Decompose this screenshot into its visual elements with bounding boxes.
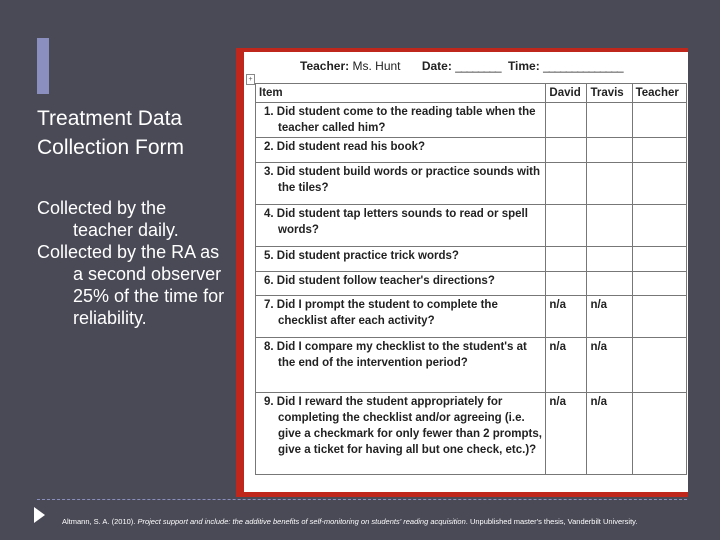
- table-header-row: [256, 84, 687, 103]
- table-row: [256, 296, 687, 338]
- citation-authors: Altmann, S. A. (2010).: [62, 517, 138, 526]
- citation: [62, 516, 702, 527]
- cell-david: [546, 205, 587, 247]
- cell-travis: [587, 205, 632, 247]
- time-blank: ______________: [543, 59, 623, 73]
- cell-travis: [587, 103, 632, 138]
- time-label: Time:: [507, 59, 540, 73]
- cell-david: [546, 103, 587, 138]
- cell-teacher: [632, 393, 686, 475]
- item-text: 7. Did I prompt the student to complete the checklist after each activity?: [256, 296, 546, 338]
- slide-title: Treatment Data Collection Form: [37, 107, 185, 159]
- cell-travis: n/a: [587, 296, 632, 338]
- cell-travis: [587, 272, 632, 296]
- teacher-label: Teacher:: [300, 59, 350, 73]
- item-text: 5. Did student practice trick words?: [256, 247, 546, 272]
- item-text: 2. Did student read his book?: [256, 138, 546, 163]
- column-header-item: Item: [256, 84, 546, 103]
- cell-david: [546, 247, 587, 272]
- item-text: 6. Did student follow teacher's directions?: [256, 272, 546, 296]
- cell-david: [546, 272, 587, 296]
- teacher-value: Ms. Hunt: [352, 59, 401, 73]
- table-row: [256, 103, 687, 138]
- column-header-travis: Travis: [587, 84, 632, 103]
- cell-travis: [587, 138, 632, 163]
- cell-teacher: [632, 296, 686, 338]
- cell-teacher: [632, 138, 686, 163]
- item-text: 8. Did I compare my checklist to the student's at the end of the intervention period?: [256, 338, 546, 393]
- item-text: 9. Did I reward the student appropriately for completing the checklist and/or agreeing (i.e. give a checkmark for only fewer than 2 prompts, give a ticket for having all but one check, etc.)?: [256, 393, 546, 475]
- table-row: [256, 393, 687, 475]
- item-text: 3. Did student build words or practice sounds with the tiles?: [256, 163, 546, 205]
- cell-travis: n/a: [587, 393, 632, 475]
- data-collection-form: [244, 52, 688, 492]
- table-row: [256, 163, 687, 205]
- cell-travis: [587, 247, 632, 272]
- column-header-teacher: Teacher: [632, 84, 686, 103]
- table-row: [256, 338, 687, 393]
- cell-david: n/a: [546, 296, 587, 338]
- cell-teacher: [632, 205, 686, 247]
- cell-teacher: [632, 103, 686, 138]
- bullet-list: [37, 197, 227, 329]
- footer-divider: [37, 499, 687, 500]
- table-row: [256, 247, 687, 272]
- column-header-david: David: [546, 84, 587, 103]
- cell-david: [546, 138, 587, 163]
- cell-david: n/a: [546, 393, 587, 475]
- table-move-handle-icon: +: [246, 74, 255, 85]
- citation-source: . Unpublished master's thesis, Vanderbilt University.: [465, 517, 638, 526]
- bullet-arrow-icon: [34, 507, 45, 523]
- item-text: 1. Did student come to the reading table when the teacher called him?: [256, 103, 546, 138]
- cell-teacher: [632, 272, 686, 296]
- table-row: [256, 205, 687, 247]
- table-row: [256, 272, 687, 296]
- table-row: [256, 138, 687, 163]
- date-blank: ________: [455, 59, 501, 73]
- cell-travis: [587, 163, 632, 205]
- cell-teacher: [632, 338, 686, 393]
- bullet-item: Collected by the teacher daily.: [37, 198, 179, 240]
- form-header: [300, 59, 680, 75]
- date-label: Date:: [421, 59, 452, 73]
- bullet-item: Collected by the RA as a second observer 25% of the time for reliability.: [37, 242, 225, 328]
- cell-david: [546, 163, 587, 205]
- checklist-table: [255, 83, 687, 475]
- title-accent-bar: [37, 38, 49, 94]
- cell-teacher: [632, 163, 686, 205]
- cell-teacher: [632, 247, 686, 272]
- item-text: 4. Did student tap letters sounds to read or spell words?: [256, 205, 546, 247]
- cell-david: n/a: [546, 338, 587, 393]
- citation-title: Project support and include: the additive benefits of self-monitoring on students' reading acquisition: [137, 517, 466, 526]
- cell-travis: n/a: [587, 338, 632, 393]
